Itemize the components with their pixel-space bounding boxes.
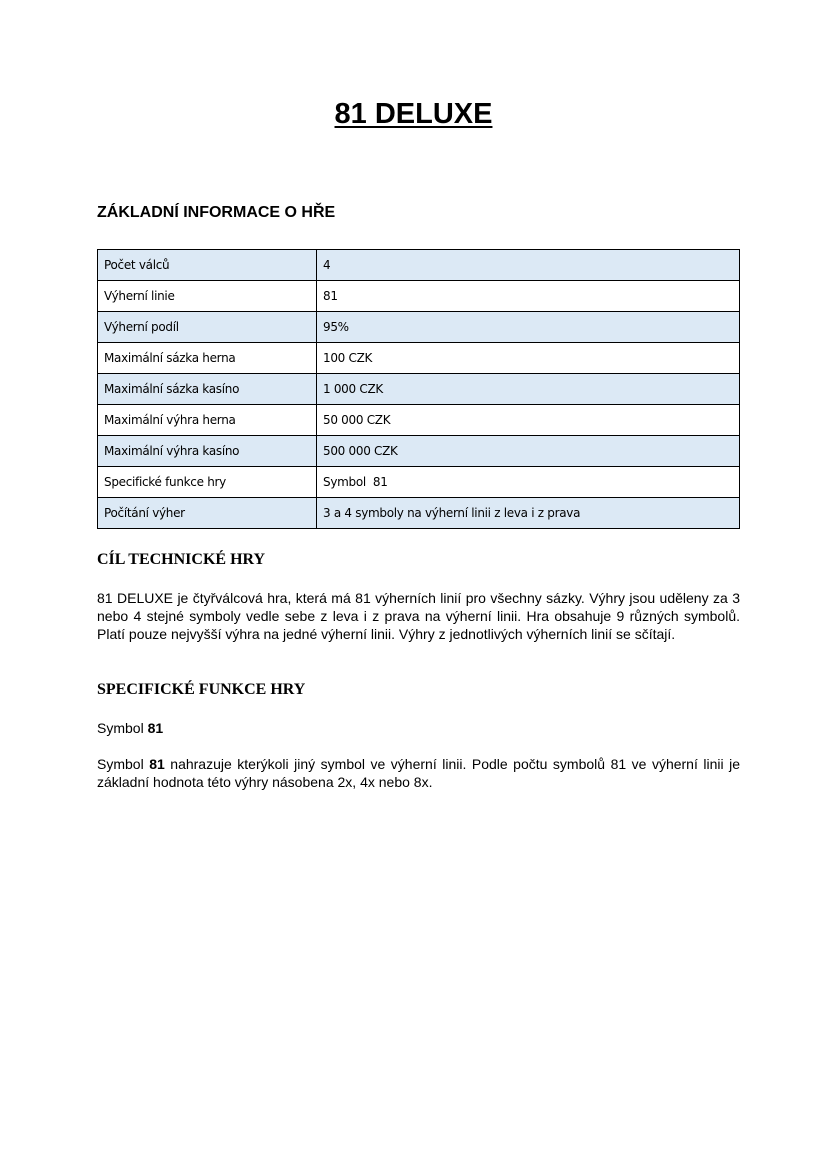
row-value: 81 (317, 281, 740, 312)
table-row (98, 374, 740, 405)
row-label: Maximální výhra herna (98, 405, 317, 436)
row-value: 4 (317, 250, 740, 281)
feature-description (97, 755, 740, 791)
row-label: Počítání výher (98, 498, 317, 529)
symbol-name: 81 (147, 720, 164, 736)
row-value: 1 000 CZK (317, 374, 740, 405)
symbol-label: Symbol (97, 720, 148, 736)
row-label: Maximální sázka kasíno (98, 374, 317, 405)
row-value: 3 a 4 symboly na výherní linii z leva i z prava (317, 498, 740, 529)
row-label: Výherní podíl (98, 312, 317, 343)
game-info-table (97, 249, 740, 529)
row-value: 100 CZK (317, 343, 740, 374)
row-label: Maximální sázka herna (98, 343, 317, 374)
goal-paragraph: 81 DELUXE je čtyřválcová hra, která má 81 výherních linií pro všechny sázky. Výhry jsou uděleny za 3 nebo 4 stejné symboly vedle sebe z leva i z prava na výherní linii. Hra obsahuje 9 různých symbolů. Platí pouze nejvyšší výhra na jedné výherní linii. Výhry z jednotlivých výherních linií se sčítají. (97, 590, 740, 642)
table-row (98, 405, 740, 436)
row-value: 50 000 CZK (317, 405, 740, 436)
section-heading-goal: CÍL TECHNICKÉ HRY (97, 551, 266, 568)
desc-prefix: Symbol (97, 756, 150, 772)
desc-symbol: 81 (149, 756, 165, 772)
row-label: Výherní linie (98, 281, 317, 312)
row-label: Počet válců (98, 250, 317, 281)
document-title: 81 DELUXE (334, 98, 493, 130)
row-label: Specifické funkce hry (98, 467, 317, 498)
section-heading-basic-info: ZÁKLADNÍ INFORMACE O HŘE (97, 204, 336, 221)
table-row (98, 498, 740, 529)
row-value: Symbol 81 (317, 467, 740, 498)
row-value: 95% (317, 312, 740, 343)
table-row (98, 467, 740, 498)
table-row (98, 343, 740, 374)
table-row (98, 250, 740, 281)
row-value: 500 000 CZK (317, 436, 740, 467)
table-row (98, 312, 740, 343)
feature-symbol-title (97, 719, 740, 737)
table-row (98, 281, 740, 312)
table-row (98, 436, 740, 467)
section-heading-features: SPECIFICKÉ FUNKCE HRY (97, 681, 306, 698)
row-label: Maximální výhra kasíno (98, 436, 317, 467)
desc-text: nahrazuje kterýkoli jiný symbol ve výherní linii. Podle počtu symbolů 81 ve výherní linii je základní hodnota této výhry násobena 2x, 4x nebo 8x. (97, 756, 741, 790)
